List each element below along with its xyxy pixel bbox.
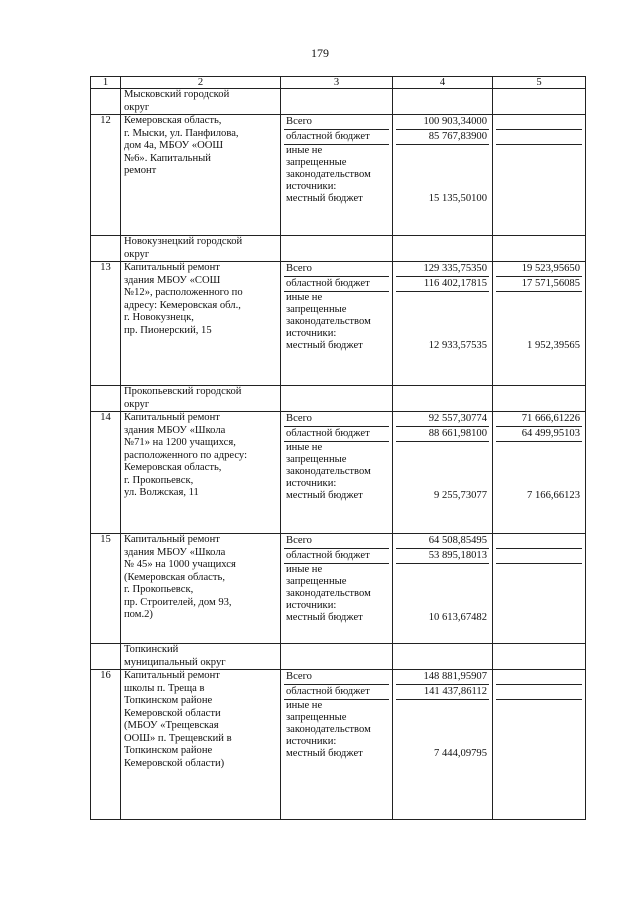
object-description xyxy=(121,534,281,644)
amount-col5-total: 19 523,95650 xyxy=(496,262,582,277)
funding-sources xyxy=(284,115,389,205)
amount-col5-regional xyxy=(496,549,582,564)
object-row xyxy=(91,262,586,386)
object-line: г. Мыски, ул. Панфилова, xyxy=(124,127,239,139)
other-sources-line: источники: xyxy=(286,478,337,489)
amount-col4-regional: 85 767,83900 xyxy=(396,130,489,145)
object-line: здания МБОУ «СОШ xyxy=(124,274,221,286)
local-label: местный бюджет xyxy=(286,193,363,204)
amount-col4-regional: 116 402,17815 xyxy=(396,277,489,292)
local-label: местный бюджет xyxy=(286,340,363,351)
total-label: Всего xyxy=(284,115,389,130)
other-sources-label xyxy=(284,292,389,340)
other-sources-line: иные не xyxy=(286,292,323,303)
amount-col4-gap xyxy=(396,145,489,193)
other-sources-label xyxy=(284,442,389,490)
other-sources-line: иные не xyxy=(286,442,323,453)
district-empty-cell xyxy=(393,236,493,262)
local-label: местный бюджет xyxy=(286,490,363,501)
object-line: дом 4а, МБОУ «ООШ xyxy=(124,140,224,151)
row-number: 14 xyxy=(91,412,121,534)
amount-col5-gap xyxy=(496,564,582,612)
amount-col4-total: 148 881,95907 xyxy=(396,670,489,685)
district-empty-cell xyxy=(393,644,493,670)
local-label: местный бюджет xyxy=(286,748,363,759)
regional-label: областной бюджет xyxy=(284,427,389,442)
district-empty-cell xyxy=(493,644,586,670)
amount-col5-cell xyxy=(493,115,586,236)
district-empty-cell xyxy=(493,386,586,412)
other-sources-line: источники: xyxy=(286,328,337,339)
col-header-2: 2 xyxy=(121,77,281,89)
object-line: (Кемеровская область, xyxy=(124,571,225,583)
amount-col4-gap xyxy=(396,292,489,340)
object-line: №71» на 1200 учащихся, xyxy=(124,437,236,448)
total-label: Всего xyxy=(284,412,389,427)
funding-source-cell xyxy=(281,534,393,644)
regional-label: областной бюджет xyxy=(284,277,389,292)
district-name-line: округ xyxy=(124,398,150,410)
district-empty-cell xyxy=(281,236,393,262)
amount-col4-cell xyxy=(393,115,493,236)
amount-col5-cell xyxy=(493,412,586,534)
funding-source-cell xyxy=(281,670,393,820)
district-name-line: округ xyxy=(124,248,150,260)
header-row xyxy=(91,77,586,89)
district-empty-cell xyxy=(393,386,493,412)
amount-col4-local: 12 933,57535 xyxy=(428,340,487,351)
funding-source-cell xyxy=(281,412,393,534)
amount-col4-cell xyxy=(393,534,493,644)
amount-col4-gap xyxy=(396,700,489,748)
object-row xyxy=(91,115,586,236)
other-sources-line: запрещенные xyxy=(286,576,347,587)
funding-sources xyxy=(284,670,389,760)
amount-col4-cell xyxy=(393,670,493,820)
row-number: 13 xyxy=(91,262,121,386)
object-line: пом.2) xyxy=(124,609,153,620)
object-line: ООШ» п. Трещевский в xyxy=(124,732,232,744)
other-sources-line: иные не xyxy=(286,700,323,711)
amount-col5-local: 1 952,39565 xyxy=(527,340,580,351)
amount-col5-regional: 17 571,56085 xyxy=(496,277,582,292)
col-header-4: 4 xyxy=(393,77,493,89)
amount-col5-cell xyxy=(493,262,586,386)
amount-col4-values xyxy=(396,670,489,760)
district-name-cell xyxy=(121,644,281,670)
amount-col5-values xyxy=(496,534,582,612)
other-sources-line: источники: xyxy=(286,736,337,747)
district-name-line: Прокопьевский городской xyxy=(124,386,242,397)
object-line: адресу: Кемеровская обл., xyxy=(124,299,241,311)
page-number: 179 xyxy=(311,46,329,60)
other-sources-line: запрещенные xyxy=(286,157,347,168)
total-label: Всего xyxy=(284,670,389,685)
object-line: № 45» на 1000 учащихся xyxy=(124,559,236,570)
amount-col4-local: 10 613,67482 xyxy=(428,612,487,623)
amount-col4-local: 15 135,50100 xyxy=(428,193,487,204)
amount-col4-local: 9 255,73077 xyxy=(434,490,487,501)
district-empty-cell xyxy=(493,236,586,262)
regional-label: областной бюджет xyxy=(284,685,389,700)
other-sources-line: законодательством xyxy=(286,588,371,599)
object-description xyxy=(121,262,281,386)
amount-col5-gap xyxy=(496,145,582,193)
amount-col5-gap xyxy=(496,292,582,340)
district-name-cell xyxy=(121,89,281,115)
amount-col4-total: 92 557,30774 xyxy=(396,412,489,427)
other-sources-line: законодательством xyxy=(286,169,371,180)
object-line: (МБОУ «Трещевская xyxy=(124,720,219,731)
district-name-line: муниципальный округ xyxy=(124,656,226,668)
district-empty-cell xyxy=(493,89,586,115)
object-description xyxy=(121,670,281,820)
other-sources-line: запрещенные xyxy=(286,712,347,723)
object-line: Топкинском районе xyxy=(124,745,213,756)
object-line: Топкинском районе xyxy=(124,695,213,706)
object-line: №6». Капитальный xyxy=(124,152,211,164)
object-line: Капитальный ремонт xyxy=(124,412,220,423)
amount-col5-values xyxy=(496,670,582,748)
budget-table xyxy=(90,76,586,820)
object-row xyxy=(91,670,586,820)
amount-col5-gap xyxy=(496,442,582,490)
col-header-3: 3 xyxy=(281,77,393,89)
amount-col5-total xyxy=(496,115,582,130)
district-row xyxy=(91,386,586,412)
amount-col4-regional: 88 661,98100 xyxy=(396,427,489,442)
object-line: здания МБОУ «Школа xyxy=(124,546,226,558)
object-description xyxy=(121,412,281,534)
other-sources-label xyxy=(284,564,389,612)
funding-sources xyxy=(284,412,389,502)
amount-col5-total xyxy=(496,534,582,549)
object-line: Кемеровской области xyxy=(124,707,221,719)
amount-col5-regional: 64 499,95103 xyxy=(496,427,582,442)
object-description xyxy=(121,115,281,236)
object-line: №12», расположенного по xyxy=(124,287,243,298)
amount-col4-values xyxy=(396,115,489,205)
amount-col4-values xyxy=(396,534,489,624)
district-name-line: Мысковский городской xyxy=(124,89,230,100)
object-line: пр. Пионерский, 15 xyxy=(124,324,212,336)
amount-col5-values xyxy=(496,115,582,193)
district-no-cell xyxy=(91,644,121,670)
amount-col5-cell xyxy=(493,534,586,644)
object-line: школы п. Треща в xyxy=(124,682,205,694)
row-number: 15 xyxy=(91,534,121,644)
object-line: Кемеровская область, xyxy=(124,115,222,126)
amount-col5-values xyxy=(496,412,582,502)
object-line: ул. Волжская, 11 xyxy=(124,487,199,498)
amount-col5-cell xyxy=(493,670,586,820)
amount-col5-regional xyxy=(496,685,582,700)
funding-sources xyxy=(284,534,389,624)
other-sources-line: законодательством xyxy=(286,724,371,735)
row-number: 12 xyxy=(91,115,121,236)
total-label: Всего xyxy=(284,534,389,549)
amount-col4-total: 129 335,75350 xyxy=(396,262,489,277)
object-line: здания МБОУ «Школа xyxy=(124,424,226,436)
object-row xyxy=(91,412,586,534)
district-name-cell xyxy=(121,386,281,412)
district-row xyxy=(91,644,586,670)
object-line: Кемеровской области) xyxy=(124,757,225,769)
amount-col5-total xyxy=(496,670,582,685)
other-sources-line: запрещенные xyxy=(286,454,347,465)
row-number: 16 xyxy=(91,670,121,820)
total-label: Всего xyxy=(284,262,389,277)
district-empty-cell xyxy=(281,644,393,670)
district-name-line: Новокузнецкий городской xyxy=(124,236,243,247)
amount-col4-regional: 53 895,18013 xyxy=(396,549,489,564)
district-empty-cell xyxy=(281,89,393,115)
amount-col4-total: 64 508,85495 xyxy=(396,534,489,549)
amount-col5-total: 71 666,61226 xyxy=(496,412,582,427)
other-sources-line: источники: xyxy=(286,600,337,611)
district-row xyxy=(91,89,586,115)
amount-col4-values xyxy=(396,412,489,502)
col-header-5: 5 xyxy=(493,77,586,89)
amount-col5-values xyxy=(496,262,582,352)
other-sources-line: законодательством xyxy=(286,316,371,327)
district-no-cell xyxy=(91,386,121,412)
funding-sources xyxy=(284,262,389,352)
other-sources-label xyxy=(284,700,389,748)
local-label: местный бюджет xyxy=(286,612,363,623)
district-name-line: Топкинский xyxy=(124,644,179,655)
object-row xyxy=(91,534,586,644)
other-sources-line: иные не xyxy=(286,564,323,575)
amount-col4-gap xyxy=(396,564,489,612)
object-line: Кемеровская область, xyxy=(124,462,222,473)
amount-col4-gap xyxy=(396,442,489,490)
other-sources-line: источники: xyxy=(286,181,337,192)
district-name-line: округ xyxy=(124,101,150,113)
object-line: ремонт xyxy=(124,165,157,176)
object-line: Капитальный ремонт xyxy=(124,262,220,273)
district-no-cell xyxy=(91,236,121,262)
amount-col5-local: 7 166,66123 xyxy=(527,490,580,501)
object-line: Капитальный ремонт xyxy=(124,534,220,545)
object-line: г. Прокопьевск, xyxy=(124,474,194,486)
object-line: г. Прокопьевск, xyxy=(124,584,194,595)
district-row xyxy=(91,236,586,262)
amount-col4-cell xyxy=(393,412,493,534)
other-sources-label xyxy=(284,145,389,193)
amount-col5-regional xyxy=(496,130,582,145)
district-empty-cell xyxy=(281,386,393,412)
funding-source-cell xyxy=(281,262,393,386)
amount-col4-local: 7 444,09795 xyxy=(434,748,487,759)
other-sources-line: законодательством xyxy=(286,466,371,477)
col-header-1: 1 xyxy=(91,77,121,89)
object-line: пр. Строителей, дом 93, xyxy=(124,596,232,608)
regional-label: областной бюджет xyxy=(284,549,389,564)
other-sources-line: иные не xyxy=(286,145,323,156)
district-name-cell xyxy=(121,236,281,262)
district-no-cell xyxy=(91,89,121,115)
amount-col5-gap xyxy=(496,700,582,748)
object-line: г. Новокузнецк, xyxy=(124,312,194,323)
amount-col4-cell xyxy=(393,262,493,386)
other-sources-line: запрещенные xyxy=(286,304,347,315)
regional-label: областной бюджет xyxy=(284,130,389,145)
amount-col4-total: 100 903,34000 xyxy=(396,115,489,130)
funding-source-cell xyxy=(281,115,393,236)
amount-col4-regional: 141 437,86112 xyxy=(396,685,489,700)
amount-col4-values xyxy=(396,262,489,352)
table-body xyxy=(91,89,586,820)
district-empty-cell xyxy=(393,89,493,115)
object-line: Капитальный ремонт xyxy=(124,670,220,681)
object-line: расположенного по адресу: xyxy=(124,449,248,461)
